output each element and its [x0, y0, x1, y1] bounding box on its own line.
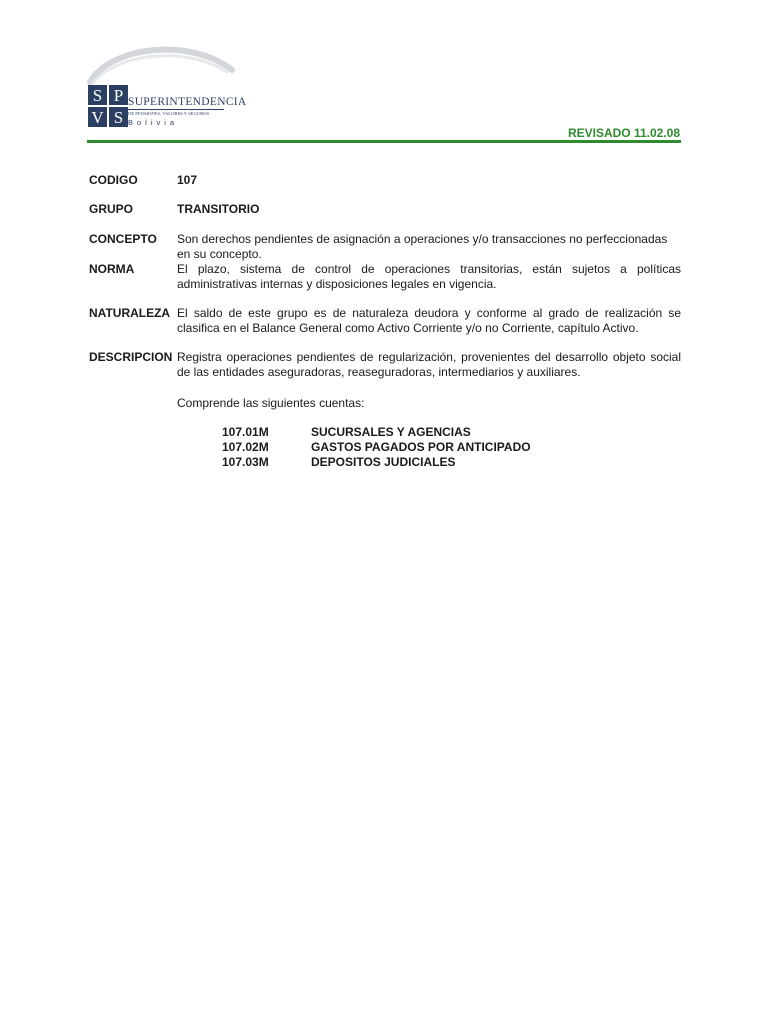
field-label-naturaleza: NATURALEZA: [89, 306, 171, 320]
field-value-grupo: TRANSITORIO: [177, 202, 260, 216]
field-label-concepto: CONCEPTO: [89, 232, 157, 246]
field-label-codigo: CODIGO: [89, 173, 138, 187]
field-value-codigo: 107: [177, 173, 198, 187]
account-code: 107.03M: [222, 455, 269, 469]
svg-text:P: P: [113, 86, 124, 105]
spvs-logo: [82, 40, 282, 132]
account-name: GASTOS PAGADOS POR ANTICIPADO: [311, 440, 531, 454]
field-value-descripcion: Registra operaciones pendientes de regularización, provenientes del desarrollo objeto social de las entidades aseguradoras, reaseguradoras, intermediarios y auxiliares.: [177, 350, 681, 379]
logo-name: SUPERINTENDENCIA: [128, 96, 247, 108]
svg-text:S: S: [92, 86, 103, 105]
spvs-monogram-icon: [88, 85, 128, 127]
field-value-norma: El plazo, sistema de control de operaciones transitorias, están sujetos a políticas administrativas internas y disposiciones legales en vigencia.: [177, 262, 681, 291]
field-label-descripcion: DESCRIPCION: [89, 350, 173, 364]
svg-text:V: V: [91, 108, 104, 127]
header-divider: [87, 140, 681, 143]
account-code: 107.01M: [222, 425, 269, 439]
svg-text:S: S: [113, 108, 124, 127]
field-value-naturaleza: El saldo de este grupo es de naturaleza deudora y conforme al grado de realización se clasifica en el Balance General como Activo Corriente y/o no Corriente, capítulo Activo.: [177, 306, 681, 335]
logo-wordmark: [128, 96, 278, 128]
logo-subtitle: DE PENSIONES, VALORES Y SEGUROS: [128, 109, 224, 117]
account-name: DEPOSITOS JUDICIALES: [311, 455, 456, 469]
logo-country: Bolivia: [128, 118, 179, 127]
accounts-intro-text: Comprende las siguientes cuentas:: [177, 396, 365, 410]
account-code: 107.02M: [222, 440, 269, 454]
field-label-grupo: GRUPO: [89, 202, 134, 216]
revision-stamp: REVISADO 11.02.08: [567, 126, 680, 140]
account-name: SUCURSALES Y AGENCIAS: [311, 425, 471, 439]
field-value-concepto: Son derechos pendientes de asignación a operaciones y/o transacciones no perfeccionadas en su concepto.: [177, 232, 668, 261]
field-label-norma: NORMA: [89, 262, 135, 276]
